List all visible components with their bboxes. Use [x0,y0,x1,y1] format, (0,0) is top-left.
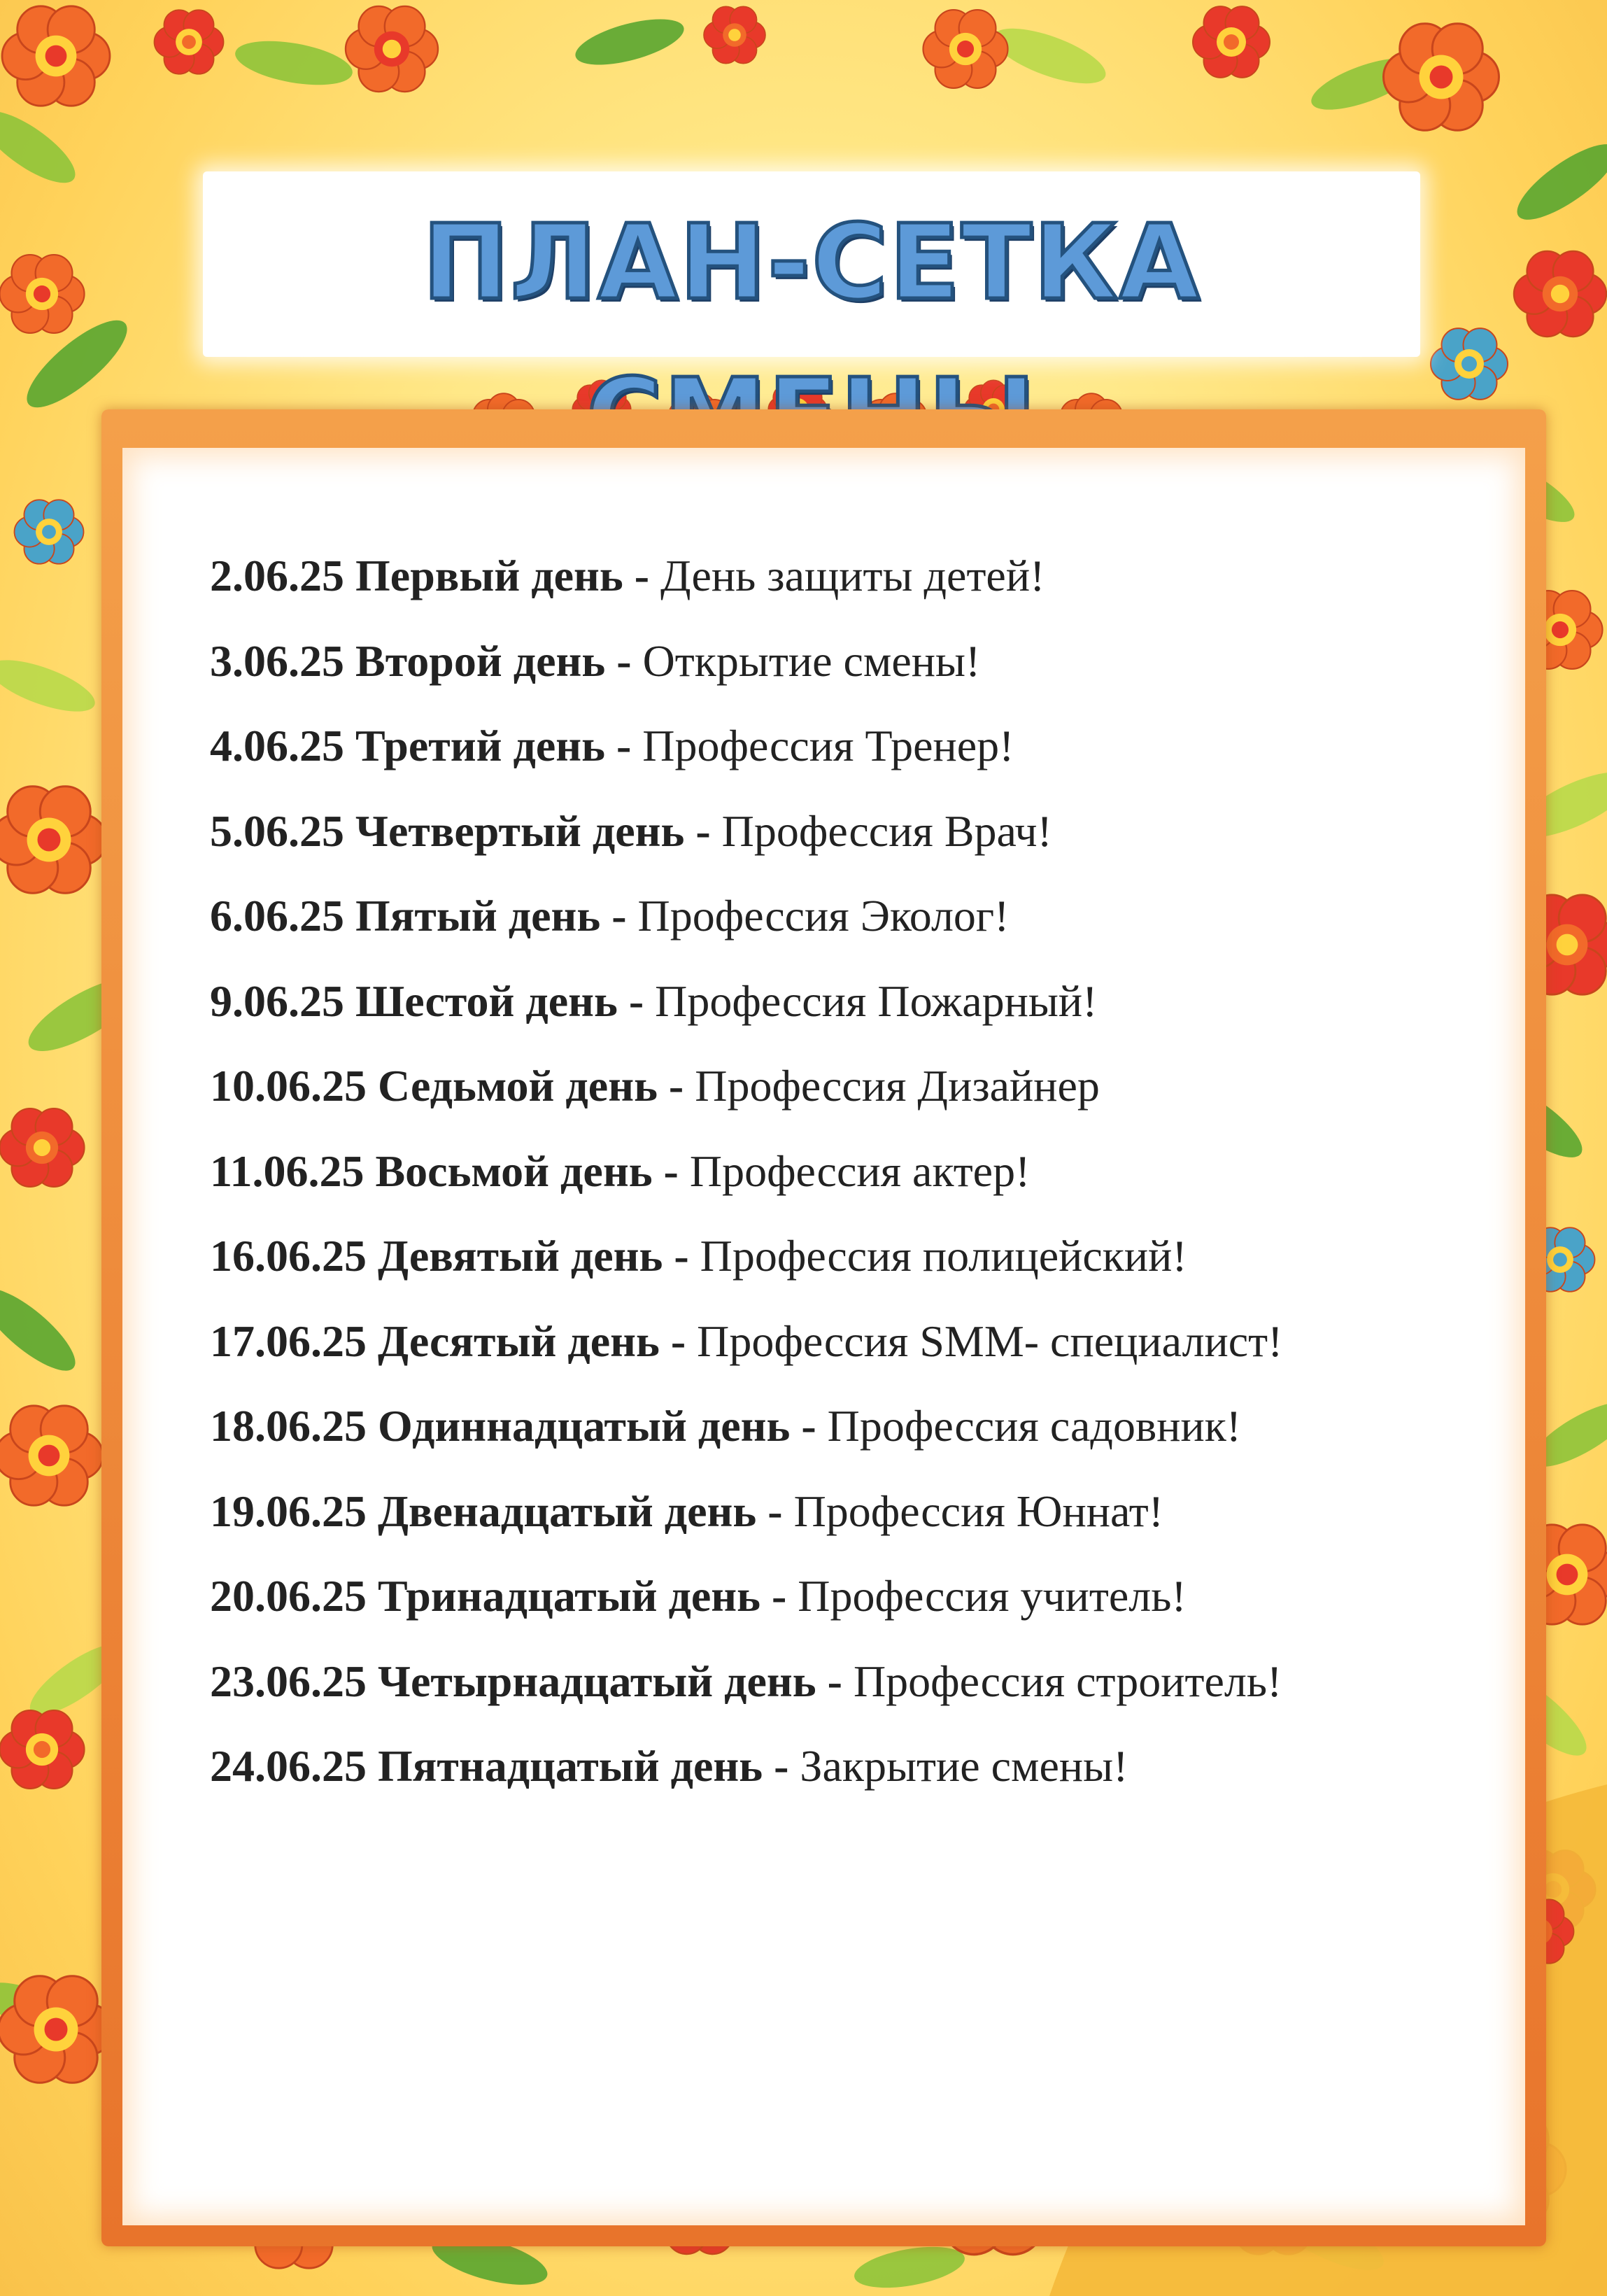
schedule-event: Открытие смены! [642,635,981,686]
flower-icon [0,255,85,333]
schedule-day: Третий день [355,721,605,770]
schedule-item [210,1554,1434,1639]
schedule-item [210,1724,1434,1809]
schedule-date: 24.06.25 [210,1741,367,1791]
separator: - [604,721,643,770]
schedule-item [210,1129,1434,1214]
schedule-date: 23.06.25 [210,1656,367,1706]
schedule-item [210,959,1434,1044]
schedule-event: Профессия Эколог! [637,891,1010,941]
flower-icon [1384,24,1499,131]
schedule-item [210,789,1434,874]
schedule-event: Профессия садовник! [827,1401,1242,1451]
separator: - [790,1401,828,1451]
schedule-event: Профессия учитель! [798,1571,1187,1621]
leaf-icon [232,34,355,93]
separator: - [617,976,656,1026]
flower-icon [0,1976,114,2083]
page-title: ПЛАН-СЕТКА [422,202,1201,323]
separator: - [684,805,722,856]
leaf-icon [1507,132,1607,232]
schedule-day: Двенадцатый день [378,1486,757,1536]
schedule-date: 4.06.25 [210,721,344,770]
flower-icon [346,6,438,92]
schedule-item [210,1469,1434,1554]
flower-icon [1514,251,1606,337]
flower-icon [0,1108,85,1187]
schedule-date: 3.06.25 [210,635,344,686]
separator: - [760,1571,798,1621]
schedule-event: Профессия SMM- специалист! [697,1316,1283,1366]
separator: - [657,1061,695,1111]
separator: - [652,1146,690,1196]
separator: - [600,891,638,941]
schedule-day: Шестой день [355,976,618,1026]
flower-icon [155,10,224,74]
schedule-event: День защиты детей! [660,551,1045,600]
schedule-day: Восьмой день [375,1146,653,1196]
separator: - [659,1316,698,1366]
schedule-event: Профессия актер! [689,1146,1031,1196]
flower-icon [14,500,83,564]
schedule-day: Четвертый день [355,805,685,856]
schedule-item [210,1043,1434,1129]
schedule-day: Одиннадцатый день [378,1401,791,1451]
schedule-event: Закрытие смены! [800,1741,1128,1791]
separator: - [605,635,643,686]
leaf-icon [0,1276,86,1383]
schedule-item [210,1299,1434,1384]
schedule-item [210,1213,1434,1299]
schedule-day: Пятнадцатый день [378,1741,763,1791]
flower-icon [1193,6,1270,78]
flower-icon [0,1406,103,1505]
schedule-event: Профессия Юннат! [793,1486,1164,1536]
flower-icon [0,1710,85,1789]
schedule-date: 9.06.25 [210,976,344,1026]
leaf-icon [0,99,85,195]
schedule-item [210,703,1434,789]
schedule-date: 17.06.25 [210,1316,367,1366]
schedule-date: 5.06.25 [210,805,344,856]
schedule-event: Профессия строитель! [853,1656,1282,1706]
separator: - [663,1231,700,1281]
schedule-item [210,619,1434,704]
schedule-day: Седьмой день [378,1061,658,1111]
schedule-day: Девятый день [378,1231,663,1281]
schedule-date: 10.06.25 [210,1061,367,1111]
separator: - [816,1656,854,1706]
schedule-day: Первый день [355,551,623,600]
schedule-day: Пятый день [355,891,601,941]
schedule-item [210,1639,1434,1724]
schedule-event: Профессия Пожарный! [655,976,1098,1026]
schedule-date: 11.06.25 [210,1146,364,1196]
schedule-item [210,1383,1434,1469]
leaf-icon [571,10,688,74]
schedule-event: Профессия Дизайнер [695,1061,1100,1111]
schedule-day: Четырнадцатый день [378,1656,816,1706]
flower-icon [923,10,1008,88]
separator: - [623,551,660,600]
flower-icon [704,6,765,63]
schedule-list [210,533,1434,1809]
flower-icon [2,6,110,106]
schedule-day: Тринадцатый день [378,1571,760,1621]
schedule-date: 16.06.25 [210,1231,367,1281]
schedule-item [210,873,1434,959]
leaf-icon [0,649,101,722]
schedule-event: Профессия Тренер! [642,721,1014,770]
schedule-date: 19.06.25 [210,1486,367,1536]
leaf-icon [851,2240,968,2295]
flower-icon [0,787,107,894]
schedule-item [210,533,1434,619]
schedule-event: Профессия Врач! [721,805,1052,856]
separator: - [763,1741,800,1791]
schedule-date: 20.06.25 [210,1571,367,1621]
schedule-date: 6.06.25 [210,891,344,941]
flower-icon [1431,328,1508,400]
schedule-date: 18.06.25 [210,1401,367,1451]
schedule-day: Десятый день [378,1316,660,1366]
schedule-event: Профессия полицейский! [700,1231,1187,1281]
schedule-day: Второй день [355,635,606,686]
separator: - [756,1486,794,1536]
schedule-date: 2.06.25 [210,551,344,600]
